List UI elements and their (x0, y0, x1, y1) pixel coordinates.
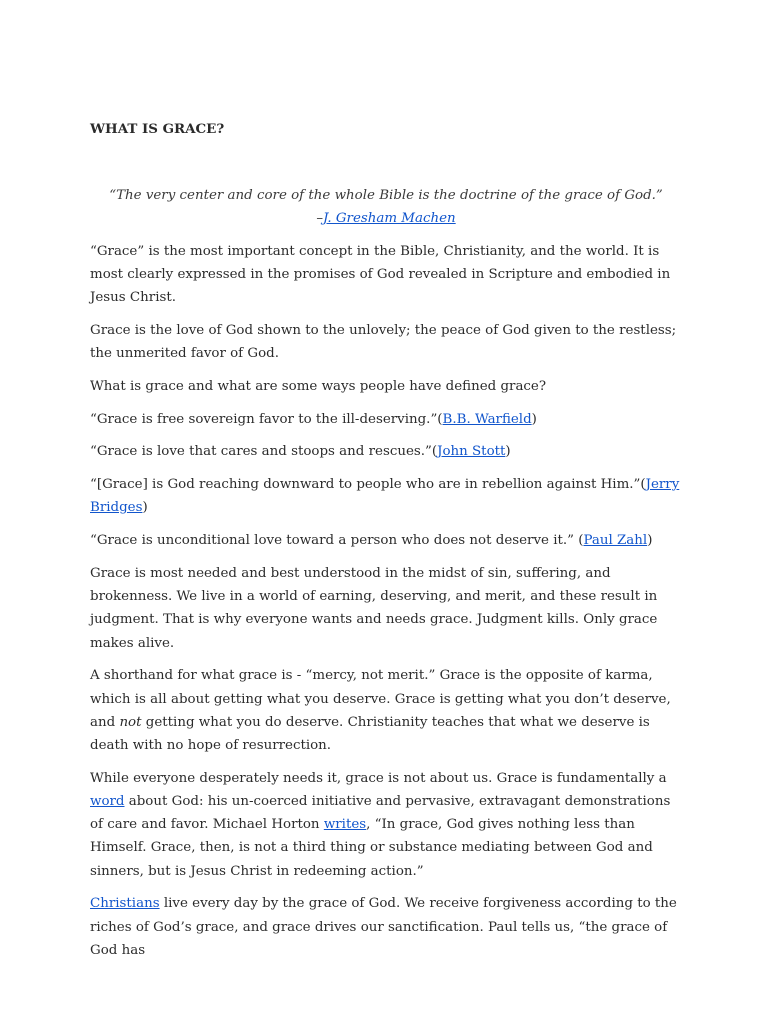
definition-warfield (90, 408, 682, 431)
paragraph-2: Grace is the love of God shown to the unlovely; the peace of God given to the restless; the unmerited favor of God. (90, 322, 677, 362)
page-title: WHAT IS GRACE? (90, 121, 225, 137)
close-paren: ) (142, 500, 148, 516)
paragraph-5-text-b: getting what you do deserve. Christianity teaches that what we deserve is death with no hope of resurrection. (90, 714, 650, 754)
paragraph-6 (90, 767, 682, 883)
definition-text: “Grace is love that cares and stoops and rescues.”( (90, 444, 438, 460)
definition-text: “[Grace] is God reaching downward to people who are in rebellion against Him.”( (90, 477, 646, 493)
paragraph-4: Grace is most needed and best understood in the midst of sin, suffering, and brokenness. We live in a world of earning, deserving, and merit, and these result in judgment. That is why everyone wants and needs grace. Judgment kills. Only grace makes alive. (90, 566, 658, 651)
close-paren: ) (647, 533, 653, 549)
document-body (90, 118, 682, 972)
quote-text: “The very center and core of the whole Bible is the doctrine of the grace of God.” (109, 188, 663, 204)
paragraph-5-text-a: A shorthand for what grace is - “mercy, not merit.” Grace is the opposite of karma, which is all about getting what you deserve. Grace is getting what you don’t deserve, and (90, 668, 671, 730)
paragraph-6-text-c: , “In grace, God gives nothing less than Himself. Grace, then, is not a third thing or substance mediating between God and sinners, but is Jesus Christ in redeeming action.” (90, 817, 653, 879)
paragraph-6-text-b: about God: his un-coerced initiative and pervasive, extravagant demonstrations of care and favor. Michael Horton (90, 794, 671, 833)
quote-dash: – (316, 211, 324, 227)
quote-author-link[interactable]: J. Gresham Machen (323, 211, 456, 227)
zahl-link[interactable]: Paul Zahl (583, 533, 648, 549)
paragraph-1: “Grace” is the most important concept in the Bible, Christianity, and the world. It is most clearly expressed in the promises of God revealed in Scripture and embodied in Jesus Christ. (90, 243, 671, 306)
paragraph-6-text-a: While everyone desperately needs it, grace is not about us. Grace is fundamentally a (90, 770, 667, 786)
definition-stott (90, 440, 682, 463)
christians-link[interactable]: Christians (90, 896, 160, 912)
definition-text: “Grace is unconditional love toward a person who does not deserve it.” ( (90, 533, 584, 549)
definition-zahl (90, 529, 682, 552)
warfield-link[interactable]: B.B. Warfield (442, 411, 532, 427)
bridges-link[interactable]: Jerry Bridges (90, 477, 680, 516)
paragraph-3: What is grace and what are some ways people have defined grace? (90, 378, 547, 394)
word-link[interactable]: word (90, 794, 125, 810)
epigraph-quote (90, 184, 682, 230)
paragraph-5 (90, 664, 682, 757)
close-paren: ) (505, 444, 511, 460)
writes-link[interactable]: writes (323, 817, 367, 833)
definition-text: “Grace is free sovereign favor to the ill-deserving.”( (90, 411, 443, 427)
close-paren: ) (531, 411, 537, 427)
paragraph-7-text: live every day by the grace of God. We receive forgiveness according to the riches of God’s grace, and grace drives our sanctification. Paul tells us, “the grace of God has (90, 896, 677, 958)
paragraph-7 (90, 892, 682, 962)
paragraph-5-emphasis: not (119, 714, 142, 730)
stott-link[interactable]: John Stott (437, 444, 506, 460)
definition-bridges (90, 473, 682, 519)
